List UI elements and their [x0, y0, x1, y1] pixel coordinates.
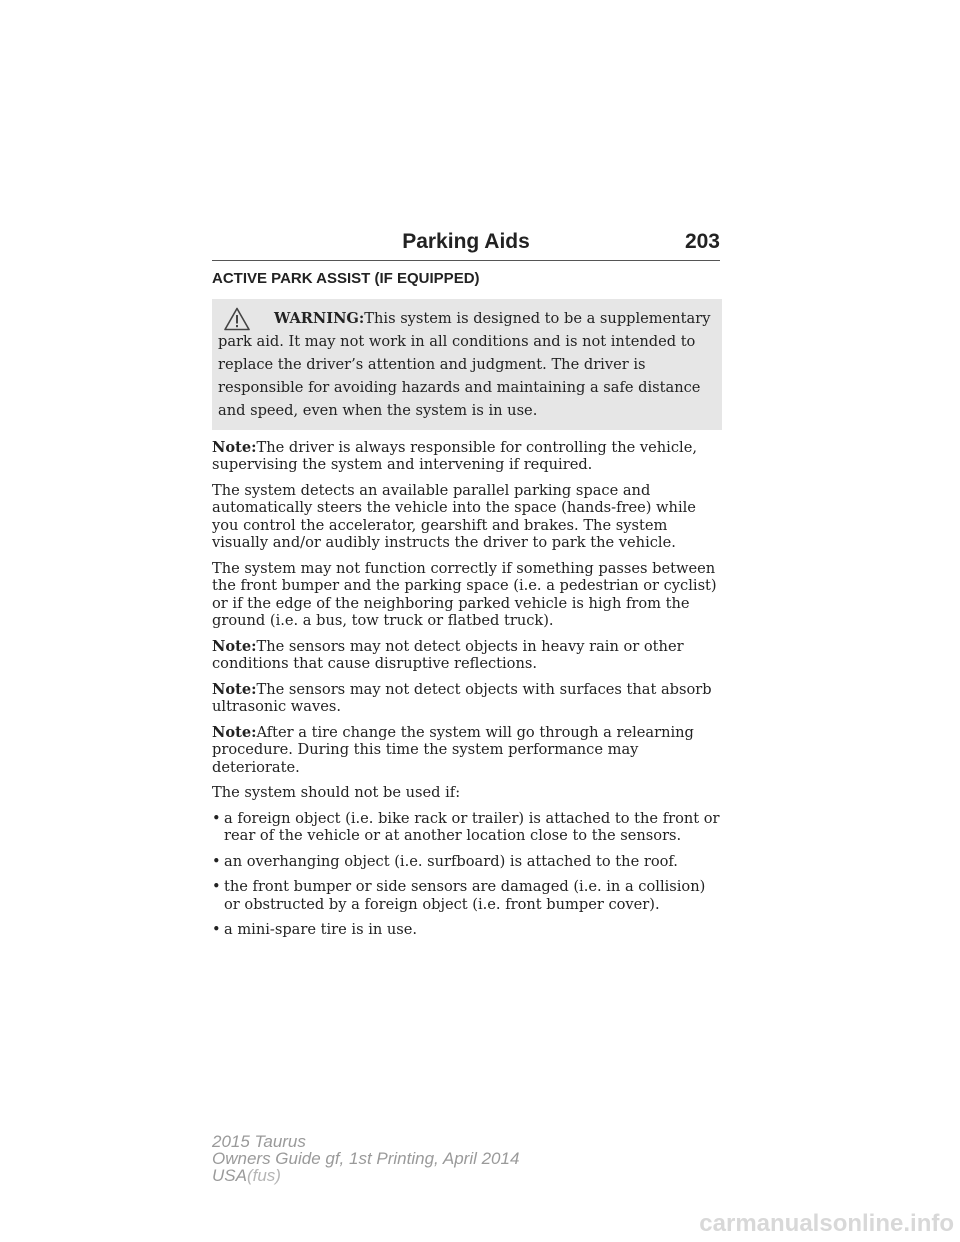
paragraph-text: The system should not be used if: — [212, 784, 461, 801]
list-item-text: an overhanging object (i.e. surfboard) is attached to the roof. — [224, 852, 678, 870]
warning-body: This system is designed to be a supplementary park aid. It may not work in all conditions and is not intended to replace the driver’s attention and judgment. The driver is responsible for avoiding hazards and maintaining a safe distance and speed, even when the system is in use. — [218, 309, 711, 419]
bullet-mark: • — [212, 921, 221, 938]
footer-region — [212, 1167, 519, 1184]
note-label: Note: — [212, 637, 257, 655]
bullet-mark: • — [212, 878, 221, 895]
list-item — [212, 878, 722, 913]
note-label: Note: — [212, 680, 257, 698]
paragraph-text: The sensors may not detect objects with surfaces that absorb ultrasonic waves. — [212, 680, 712, 715]
page-number: 203 — [684, 230, 720, 253]
footer-printing: Owners Guide gf, 1st Printing, April 2014 — [212, 1149, 520, 1168]
paragraph-text: The system may not function correctly if something passes between the front bumper and the parking space (i.e. a pedestrian or cyclist) or if the edge of the neighboring parked vehicle is high from the ground (i.e. a bus, tow truck or flatbed truck). — [212, 559, 717, 629]
bullet-mark: • — [212, 809, 221, 827]
warning-box — [212, 299, 722, 430]
note-label: Note: — [212, 438, 257, 456]
paragraph-note-driver — [212, 439, 722, 474]
footer-model: 2015 Taurus — [212, 1132, 306, 1151]
paragraph-note-heavy-rain — [212, 638, 722, 673]
list-item — [212, 853, 722, 871]
list-item-text: the front bumper or side sensors are damaged (i.e. in a collision) or obstructed by a foreign object (i.e. front bumper cover). — [224, 878, 706, 913]
paragraph-note-ultrasonic — [212, 681, 722, 716]
page-footer — [212, 1133, 519, 1184]
paragraph-text: The system detects an available parallel parking space and automatically steers the vehicle into the space (hands-free) while you control the accelerator, gearshift and brakes. The system visually and/or audibly instructs the driver to park the vehicle. — [212, 481, 696, 551]
paragraph-note-tire-change — [212, 724, 722, 777]
section-title: ACTIVE PARK ASSIST (IF EQUIPPED) — [212, 270, 480, 287]
bullet-mark: • — [212, 852, 221, 870]
paragraph-text: The driver is always responsible for controlling the vehicle, supervising the system and intervening if required. — [212, 438, 697, 473]
paragraph-should-not-be-used — [212, 784, 722, 802]
paragraph-system-may-not — [212, 560, 722, 630]
note-label: Note: — [212, 723, 257, 741]
page-header — [212, 226, 720, 261]
list-item — [212, 921, 722, 939]
paragraph-text: After a tire change the system will go through a relearning procedure. During this time the system performance may deteriorate. — [212, 723, 694, 776]
warning-triangle-icon — [224, 307, 250, 331]
bullet-list — [212, 810, 722, 939]
header-title: Parking Aids — [402, 230, 530, 253]
list-item-text: a foreign object (i.e. bike rack or trailer) is attached to the front or rear of the vehicle or at another location close to the sensors. — [224, 809, 720, 844]
warning-text — [218, 307, 714, 422]
watermark: carmanualsonline.info — [699, 1210, 954, 1237]
list-item-text: a mini-spare tire is in use. — [224, 921, 418, 938]
paragraph-system-detects — [212, 482, 722, 552]
footer-region-suffix: (fus) — [246, 1166, 281, 1185]
paragraph-text: The sensors may not detect objects in heavy rain or other conditions that cause disruptive reflections. — [212, 637, 684, 672]
footer-region-main: USA — [212, 1166, 247, 1185]
list-item — [212, 810, 722, 845]
warning-label: WARNING: — [274, 309, 365, 327]
page-content — [212, 270, 722, 947]
